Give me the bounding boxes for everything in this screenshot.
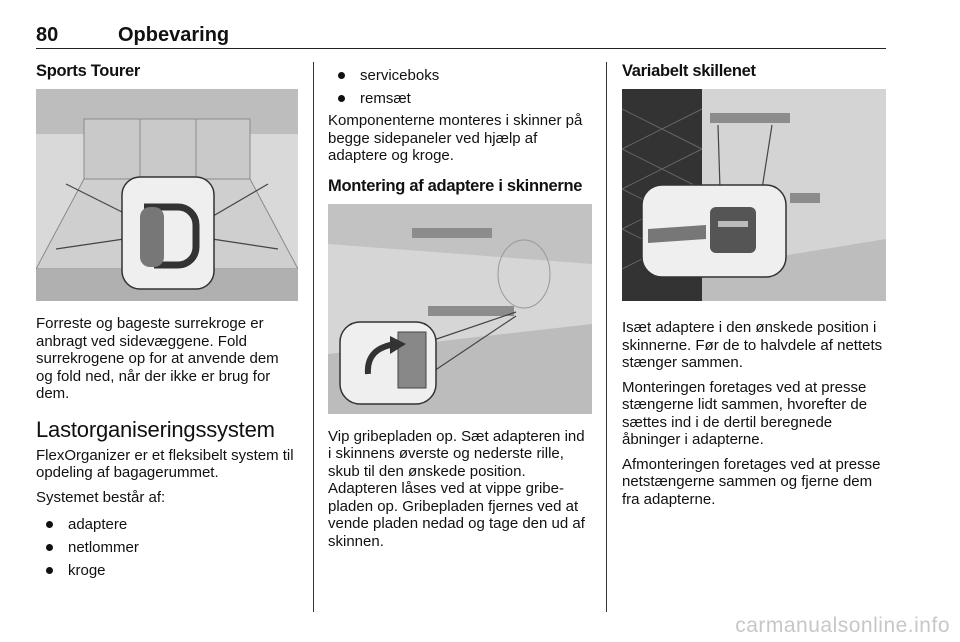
page-number: 80 [36, 24, 59, 46]
components-list [36, 513, 298, 582]
flexorganizer-paragraph: FlexOrganizer er et fleksibelt system til opdeling af bagagerummet. [36, 446, 294, 481]
mounting-paragraph: Monteringen foretages ved at presse stængerne lidt sammen, hvorefter de sættes ind i de dertil beregnede åbninger i adapterne. [622, 378, 868, 448]
tie-down-hooks-paragraph: Forreste og bageste surrekroge er anbragt ved sidevæggene. Fold surrekrogene op for at anvende dem og fold ned, når der ikke er brug for dem. [36, 315, 279, 402]
column-2 [328, 64, 592, 557]
column-divider-2 [606, 62, 607, 612]
watermark: carmanualsonline.info [735, 614, 950, 637]
cargo-area-tie-down-hooks-illustration [36, 89, 298, 301]
variable-partition-net-illustration [622, 89, 886, 301]
system-consists-paragraph: Systemet består af: [36, 488, 166, 506]
list-item: remsæt [328, 87, 592, 110]
list-item: serviceboks [328, 64, 592, 87]
insert-adapters-paragraph: Isæt adaptere i den ønskede position i skinnerne. Før de to halvdele af nettets stænger sammen. [622, 319, 883, 371]
page-title: Opbevaring [118, 24, 230, 46]
variable-net-subtitle: Variabelt skillenet [622, 62, 756, 80]
mounting-instructions-paragraph: Vip gribepladen op. Sæt adapteren ind i skinnens øverste og nederste rille, skub til den ønskede position. Adapteren låses ved at vippe gribe-pladen op. Gribepladen fjernes ved at vende pladen nedad og tage den ud af skinnen. [328, 427, 585, 550]
components-list-continued [328, 64, 592, 110]
mounting-adapters-subtitle: Montering af adaptere i skinnerne [328, 176, 583, 195]
page-header [36, 22, 886, 49]
section-heading: Lastorganiseringssystem [36, 416, 275, 442]
column-3 [622, 62, 888, 515]
list-item: netlommer [36, 536, 298, 559]
list-item: kroge [36, 559, 298, 582]
sports-tourer-subtitle: Sports Tourer [36, 62, 140, 80]
adapter-rail-mounting-illustration [328, 204, 592, 414]
column-divider-1 [313, 62, 314, 612]
rails-paragraph: Komponenterne monteres i skinner på begge sidepaneler ved hjælp af adaptere og kroge. [328, 112, 583, 164]
column-1 [36, 62, 298, 588]
dismounting-paragraph: Afmonteringen foretages ved at presse netstængerne sammen og fjerne dem fra adapterne. [622, 455, 881, 508]
list-item: adaptere [36, 513, 298, 536]
